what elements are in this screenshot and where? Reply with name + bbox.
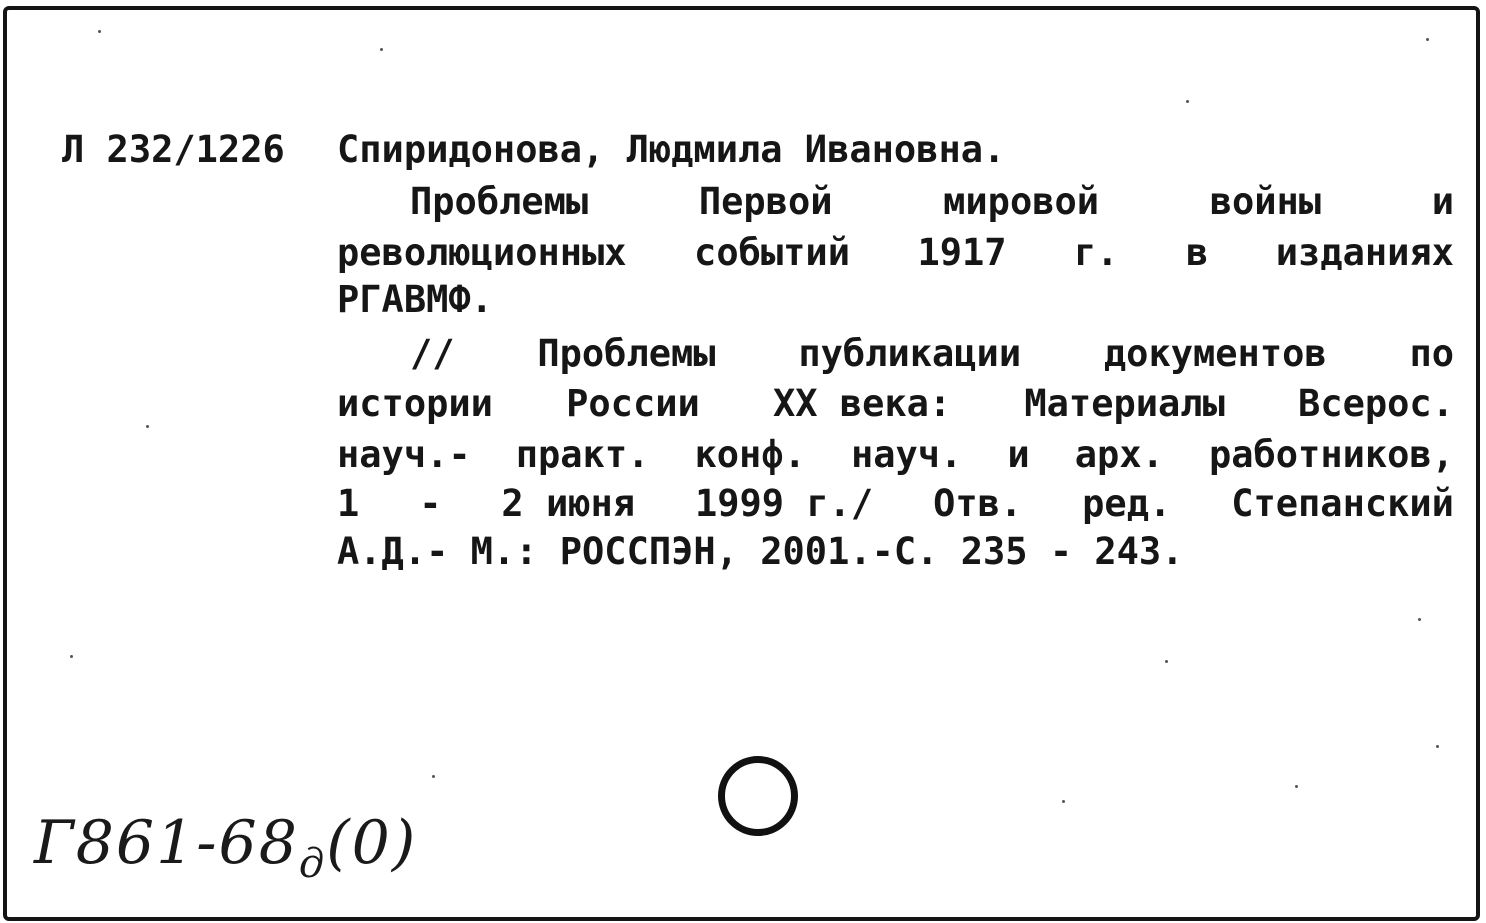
speck xyxy=(98,30,101,33)
word: по xyxy=(1409,332,1454,375)
word: // xyxy=(410,332,455,375)
word: XX века: xyxy=(772,382,952,425)
speck xyxy=(380,48,383,51)
word: арх. xyxy=(1074,433,1164,476)
source-line-3 xyxy=(337,431,1454,479)
speck xyxy=(1436,745,1439,748)
title-line-2 xyxy=(337,229,1454,277)
word: 1 xyxy=(337,482,360,525)
word: Проблемы xyxy=(537,332,716,375)
speck xyxy=(1426,38,1429,41)
word: революционных xyxy=(337,231,627,274)
speck xyxy=(1418,618,1421,621)
word: Первой xyxy=(698,180,833,223)
title-line-1 xyxy=(410,178,1454,226)
source-line-2 xyxy=(337,380,1454,428)
word: и xyxy=(1431,180,1454,223)
speck xyxy=(1062,800,1065,803)
word: документов xyxy=(1103,332,1327,375)
word: науч. xyxy=(850,433,963,476)
word: - xyxy=(419,482,442,525)
call-number: Л 232/1226 xyxy=(62,128,285,171)
word: Материалы xyxy=(1024,382,1225,425)
word: г. xyxy=(1074,231,1119,274)
title-line-3: РГАВМФ. xyxy=(337,278,493,321)
handwritten-suffix: (0) xyxy=(326,808,418,878)
speck xyxy=(70,655,73,658)
speck xyxy=(1186,100,1189,103)
word: Всерос. xyxy=(1298,382,1454,425)
word: 1999 г./ xyxy=(694,482,874,525)
word: практ. xyxy=(515,433,650,476)
word: в xyxy=(1186,231,1209,274)
word: войны xyxy=(1209,180,1322,223)
word: Отв. xyxy=(933,482,1023,525)
handwritten-subscript: д xyxy=(298,841,327,887)
author-heading: Спиридонова, Людмила Ивановна. xyxy=(337,128,1006,171)
speck xyxy=(1295,785,1298,788)
word: и xyxy=(1007,433,1030,476)
punch-hole xyxy=(718,756,798,836)
source-line-1 xyxy=(410,330,1454,378)
source-line-5: А.Д.- М.: РОССПЭН, 2001.-С. 235 - 243. xyxy=(337,530,1184,573)
word: конф. xyxy=(694,433,806,476)
word: событий xyxy=(694,231,850,274)
word: мировой xyxy=(943,180,1100,223)
word: Проблемы xyxy=(410,180,589,223)
word: 1917 xyxy=(917,231,1007,274)
speck xyxy=(146,425,149,428)
speck xyxy=(432,775,435,778)
handwritten-code: Г861-68 xyxy=(34,808,299,878)
word: изданиях xyxy=(1275,231,1454,274)
word: истории xyxy=(337,382,493,425)
word: публикации xyxy=(798,332,1022,375)
word: Степанский xyxy=(1231,482,1454,525)
word: науч.- xyxy=(337,433,471,476)
word: ред. xyxy=(1082,482,1172,525)
speck xyxy=(1165,660,1168,663)
handwritten-shelf-code xyxy=(34,808,418,887)
word: России xyxy=(566,382,700,425)
source-line-4 xyxy=(337,480,1454,528)
word: работников, xyxy=(1208,433,1454,476)
word: 2 июня xyxy=(501,482,636,525)
